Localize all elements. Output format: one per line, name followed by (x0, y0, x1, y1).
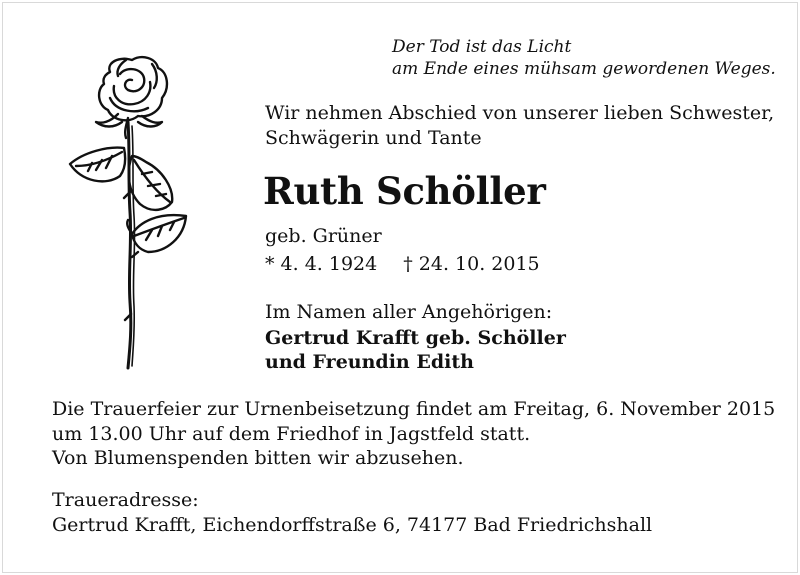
intro-line-2: Schwägerin und Tante (265, 127, 482, 149)
mourner-line-2: und Freundin Edith (265, 351, 474, 373)
ceremony-line-3: Von Blumenspenden bitten wir abzusehen. (52, 447, 464, 469)
maiden-name: geb. Grüner (265, 225, 382, 247)
mourners-heading: Im Namen aller Angehörigen: (265, 301, 553, 323)
motto-line-1: Der Tod ist das Licht (392, 37, 572, 57)
deceased-name: Ruth Schöller (263, 169, 546, 213)
birth-date: * 4. 4. 1924 (265, 253, 378, 275)
ceremony-line-1: Die Trauerfeier zur Urnenbeisetzung findet am Freitag, 6. November 2015 (52, 398, 776, 420)
ceremony-info (52, 397, 775, 471)
intro-line-1: Wir nehmen Abschied von unserer lieben Schwester, (265, 102, 775, 124)
ceremony-line-2: um 13.00 Uhr auf dem Friedhof in Jagstfeld statt. (52, 422, 531, 445)
address-line: Gertrud Krafft, Eichendorffstraße 6, 74177 Bad Friedrichshall (52, 513, 653, 536)
intro-text (265, 101, 774, 151)
death-date: † 24. 10. 2015 (403, 253, 540, 275)
mourners-names (265, 326, 566, 374)
rose-icon (62, 52, 202, 372)
motto-line-2: am Ende eines mühsam gewordenen Weges. (392, 59, 776, 79)
life-dates (265, 252, 540, 277)
mourning-address (52, 488, 652, 537)
mourner-line-1: Gertrud Krafft geb. Schöller (265, 327, 566, 349)
address-label: Traueradresse: (52, 489, 199, 511)
motto-quote (392, 36, 792, 80)
